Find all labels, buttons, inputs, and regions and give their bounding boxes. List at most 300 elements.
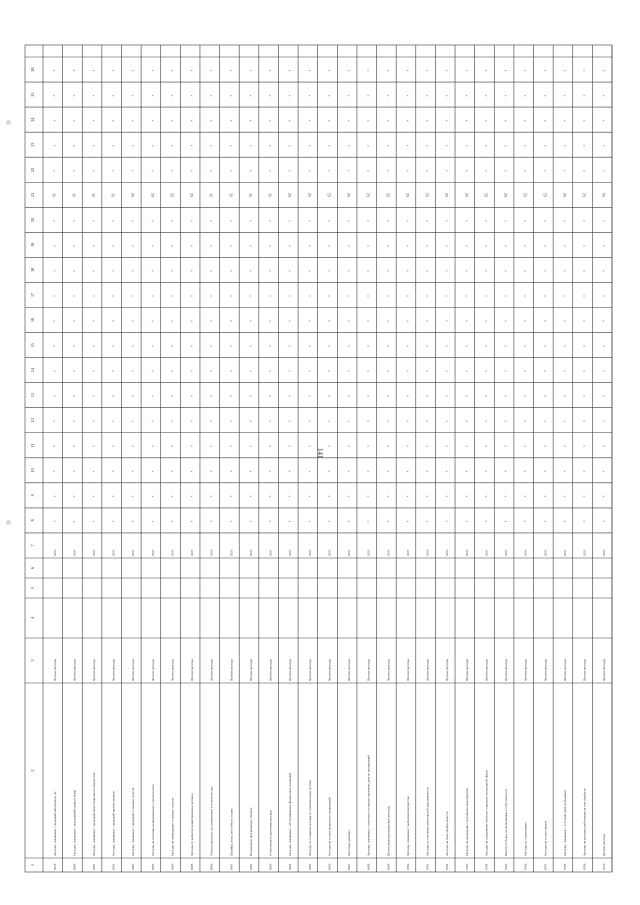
cell-mark: × (190, 445, 195, 448)
cell-mark: × (170, 169, 175, 172)
cell-mark: × (150, 445, 155, 448)
cell-mark: × (405, 144, 410, 147)
row-type: Прочие расходы (229, 658, 234, 681)
row-type: Прочие расходы (327, 658, 332, 681)
column-number: 22 (30, 167, 35, 172)
cell-mark: × (445, 495, 450, 498)
cell-mark: × (562, 470, 567, 473)
cell-mark: × (504, 94, 509, 97)
cell-mark: × (386, 495, 391, 498)
cell-mark: × (523, 495, 528, 498)
cell-mark: × (562, 495, 567, 498)
cell-mark: × (405, 395, 410, 398)
cell-mark: × (405, 520, 410, 523)
row-text: Убытки прошлых лет, выявленные в отчетном году (209, 786, 214, 856)
row-type: Прочие расходы (425, 658, 430, 681)
cell-mark: × (248, 319, 253, 323)
cell-mark: × (91, 345, 96, 348)
row-type: Прочие расходы (268, 658, 273, 681)
cell-mark: 62 (504, 193, 509, 197)
cell-mark: × (72, 119, 77, 122)
cell-mark: 62 (523, 193, 528, 197)
cell-mark: × (327, 244, 332, 247)
cell-mark: × (543, 69, 548, 72)
cell-mark: × (268, 69, 273, 72)
row-col7: ЛОУ (131, 549, 136, 556)
cell-mark: × (464, 520, 469, 523)
cell-mark: × (327, 445, 332, 448)
cell-mark: × (131, 495, 136, 498)
column-number: 7 (30, 544, 35, 547)
cell-mark: × (190, 219, 195, 222)
cell-mark: × (268, 294, 273, 297)
row-text: Расходы, связанные с обслуживанием финансовых вложений (288, 773, 293, 856)
cell-mark: 62 (307, 193, 312, 197)
cell-mark: × (405, 470, 410, 473)
cell-mark: × (190, 244, 195, 247)
row-type: Прочие расходы (582, 658, 587, 681)
cell-mark: 62 (484, 193, 489, 197)
cell-mark: × (523, 244, 528, 247)
cell-mark: × (288, 370, 293, 373)
cell-mark: × (464, 119, 469, 122)
cell-mark: × (52, 370, 57, 373)
cell-mark: × (72, 294, 77, 297)
cell-mark: × (366, 370, 371, 373)
cell-mark: × (582, 420, 587, 423)
cell-mark: × (248, 395, 253, 398)
cell-mark: × (131, 345, 136, 348)
cell-mark: × (268, 169, 273, 172)
cell-mark: × (307, 520, 312, 523)
cell-mark: × (562, 395, 567, 398)
column-number: 25 (30, 92, 35, 97)
row-col7: ЛОУ (111, 549, 116, 556)
cell-mark: × (425, 219, 430, 222)
row-col7: ЛОУ (72, 549, 77, 556)
cell-mark: × (562, 520, 567, 523)
cell-mark: × (347, 119, 352, 122)
row-type: Прочие расходы (52, 658, 57, 681)
cell-mark: × (543, 370, 548, 373)
cell-mark: × (562, 169, 567, 172)
cell-mark: × (523, 345, 528, 348)
cell-mark: × (366, 420, 371, 423)
cell-mark: × (464, 495, 469, 498)
column-number: 21 (30, 192, 35, 197)
cell-mark: × (543, 520, 548, 523)
cell-mark: × (562, 94, 567, 97)
cell-mark: × (347, 470, 352, 473)
cell-mark: × (72, 345, 77, 348)
row-code: 0695 (307, 863, 312, 870)
column-number: 10 (30, 468, 35, 473)
cell-mark: × (268, 94, 273, 97)
cell-mark: × (425, 395, 430, 398)
cell-mark: × (405, 169, 410, 172)
cell-mark: × (52, 219, 57, 222)
cell-mark: × (52, 470, 57, 473)
cell-mark: × (386, 219, 391, 222)
cell-mark: × (52, 345, 57, 348)
cell-mark: × (347, 495, 352, 498)
cell-mark: × (190, 319, 195, 323)
cell-mark: × (602, 94, 607, 97)
row-col7: ЛОУ (543, 549, 548, 556)
cell-mark: × (504, 420, 509, 423)
cell-mark: × (464, 94, 469, 97)
cell-mark: × (523, 520, 528, 523)
cell-mark: × (523, 119, 528, 122)
cell-mark: × (405, 269, 410, 272)
row-code: 0706 (523, 863, 528, 870)
cell-mark: × (366, 395, 371, 398)
cell-mark: × (248, 294, 253, 297)
cell-mark: × (327, 370, 332, 373)
row-type: Прочие расходы (170, 658, 175, 681)
cell-mark: × (523, 319, 528, 323)
cell-mark: × (131, 144, 136, 147)
cell-mark: × (386, 269, 391, 272)
row-text: Расходы на содержание объектов социально-культурной сферы (484, 770, 489, 856)
cell-mark: × (425, 169, 430, 172)
cell-mark: × (150, 219, 155, 222)
cell-mark: × (562, 144, 567, 147)
cell-mark: × (190, 169, 195, 172)
cell-mark: × (131, 470, 136, 473)
column-number: 11 (30, 443, 35, 448)
cell-mark: × (190, 294, 195, 297)
cell-mark: × (582, 219, 587, 222)
cell-mark: × (229, 319, 234, 323)
row-text: Расходы на списание незавершенного строительства (150, 784, 155, 856)
cell-mark: × (72, 169, 77, 172)
cell-mark: × (504, 445, 509, 448)
row-code: 0681 (91, 863, 96, 870)
cell-mark: × (307, 319, 312, 323)
cell-mark: × (327, 144, 332, 147)
cell-mark: × (52, 69, 57, 72)
cell-mark: × (229, 520, 234, 523)
cell-mark: × (307, 144, 312, 147)
column-number: 12 (30, 418, 35, 423)
cell-mark: × (445, 69, 450, 72)
row-text: Расходы на благотворительность (445, 811, 450, 856)
cell-mark: × (307, 420, 312, 423)
cell-mark: × (562, 345, 567, 348)
row-code: 0700 (405, 863, 410, 870)
cell-mark: × (268, 119, 273, 122)
row-col7: ЛОУ (504, 549, 509, 556)
cell-mark: × (582, 69, 587, 72)
row-code: 0693 (268, 863, 273, 870)
cell-mark: × (602, 244, 607, 247)
cell-mark: × (91, 470, 96, 473)
row-col7: ЛОУ (347, 549, 352, 556)
cell-mark: × (150, 269, 155, 272)
row-type: Прочие расходы (209, 658, 214, 681)
cell-mark: × (425, 445, 430, 448)
cell-mark: × (307, 169, 312, 172)
cell-mark: × (111, 395, 116, 398)
row-text: Расходы на услуги банков (543, 820, 548, 856)
column-number: 13 (30, 393, 35, 398)
column-number: 24 (30, 117, 35, 122)
cell-mark: × (366, 470, 371, 473)
cell-mark: × (288, 445, 293, 448)
cell-mark: × (229, 219, 234, 222)
cell-mark: × (347, 144, 352, 147)
cell-mark: × (347, 269, 352, 272)
cell-mark: × (72, 69, 77, 72)
cell-mark: × (484, 445, 489, 448)
cell-mark: × (445, 94, 450, 97)
cell-mark: × (170, 420, 175, 423)
cell-mark: × (229, 445, 234, 448)
row-code: 0685 (150, 863, 155, 870)
cell-mark: × (131, 520, 136, 523)
cell-mark: × (248, 345, 253, 348)
cell-mark: × (484, 244, 489, 247)
cell-mark: × (523, 420, 528, 423)
row-type: Прочие расходы (543, 658, 548, 681)
cell-mark: 62 (562, 193, 567, 197)
cell-mark: × (425, 69, 430, 72)
cell-mark: × (268, 370, 273, 373)
row-col7: ЛОУ (229, 549, 234, 556)
row-type: Прочие расходы (288, 658, 293, 681)
cell-mark: × (52, 420, 57, 423)
cell-mark: × (190, 370, 195, 373)
cell-mark: × (405, 119, 410, 122)
cell-mark: × (543, 319, 548, 323)
row-col7: ЛОУ (366, 549, 371, 556)
cell-mark: 01 (111, 193, 116, 197)
cell-mark: × (582, 269, 587, 272)
cell-mark: × (307, 395, 312, 398)
cell-mark: × (248, 219, 253, 222)
cell-mark: × (288, 94, 293, 97)
cell-mark: × (72, 445, 77, 448)
cell-mark: × (464, 294, 469, 297)
cell-mark: 62 (131, 193, 136, 197)
cell-mark: × (209, 269, 214, 272)
cell-mark: × (150, 169, 155, 172)
cell-mark: 62 (190, 193, 195, 197)
cell-mark: 62 (386, 193, 391, 197)
cell-mark: × (150, 470, 155, 473)
cell-mark: × (307, 495, 312, 498)
cell-mark: × (602, 169, 607, 172)
cell-mark: × (52, 119, 57, 122)
cell-mark: × (91, 144, 96, 147)
cell-mark: × (111, 69, 116, 72)
cell-mark: × (131, 169, 136, 172)
cell-mark: × (190, 420, 195, 423)
cell-mark: × (307, 69, 312, 72)
cell-mark: × (150, 69, 155, 72)
cell-mark: × (327, 495, 332, 498)
row-code: 0692 (248, 863, 253, 870)
cell-mark: × (386, 445, 391, 448)
cell-mark: × (543, 345, 548, 348)
cell-mark: × (562, 69, 567, 72)
cell-mark: × (72, 370, 77, 373)
cell-mark: × (288, 269, 293, 272)
cell-mark: × (366, 244, 371, 247)
cell-mark: × (347, 445, 352, 448)
cell-mark: × (464, 395, 469, 398)
cell-mark: × (582, 169, 587, 172)
cell-mark: 62 (543, 193, 548, 197)
cell-mark: × (425, 319, 430, 323)
cell-mark: × (523, 144, 528, 147)
cell-mark: 01 (52, 193, 57, 197)
cell-mark: × (464, 144, 469, 147)
cell-mark: × (543, 169, 548, 172)
cell-mark: × (268, 144, 273, 147)
cell-mark: × (91, 219, 96, 222)
cell-mark: × (131, 69, 136, 72)
cell-mark: × (131, 269, 136, 272)
cell-mark: × (602, 470, 607, 473)
row-text: Расходы, связанные с выбытием имущества (405, 796, 410, 856)
cell-mark: × (209, 420, 214, 423)
cell-mark: × (229, 370, 234, 373)
cell-mark: × (248, 169, 253, 172)
cell-mark: × (445, 395, 450, 398)
row-text: Расходы на проведение спортивных мероприятий (464, 788, 469, 856)
cell-mark: × (327, 345, 332, 348)
cell-mark: × (72, 219, 77, 222)
cell-mark: × (111, 94, 116, 97)
cell-mark: × (229, 144, 234, 147)
cell-mark: × (91, 119, 96, 122)
cell-mark: × (366, 294, 371, 297)
cell-mark: × (111, 244, 116, 247)
cell-mark: × (405, 94, 410, 97)
cell-mark: × (504, 319, 509, 323)
cell-mark: × (347, 94, 352, 97)
cell-mark: × (229, 94, 234, 97)
cell-mark: 62 (327, 193, 332, 197)
cell-mark: × (602, 520, 607, 523)
cell-mark: × (405, 370, 410, 373)
cell-mark: × (72, 395, 77, 398)
cell-mark: × (582, 244, 587, 247)
row-code: 0683 (131, 863, 136, 870)
cell-mark: × (464, 370, 469, 373)
cell-mark: × (268, 319, 273, 323)
cell-mark: × (91, 269, 96, 272)
cell-mark: × (150, 420, 155, 423)
cell-mark: × (445, 269, 450, 272)
cell-mark: × (307, 119, 312, 122)
row-text: Штрафы, пени, неустойки к уплате (229, 808, 234, 856)
cell-mark: × (602, 495, 607, 498)
cell-mark: × (190, 119, 195, 122)
cell-mark: × (111, 144, 116, 147)
cell-mark: × (91, 420, 96, 423)
row-code: 0678 (52, 863, 57, 870)
row-col7: ЛОУ (150, 549, 155, 556)
cell-mark: × (347, 319, 352, 323)
cell-mark: × (131, 370, 136, 373)
cell-mark: × (386, 244, 391, 247)
row-code: 0701 (425, 863, 430, 870)
cell-mark: × (209, 69, 214, 72)
cell-mark: × (386, 169, 391, 172)
cell-mark: × (111, 219, 116, 222)
cell-mark: × (131, 94, 136, 97)
cell-mark: × (523, 294, 528, 297)
cell-mark: × (405, 219, 410, 222)
cell-mark: × (170, 520, 175, 523)
row-text: Отчисления в оценочные резервы (268, 810, 273, 856)
cell-mark: × (602, 420, 607, 423)
cell-mark: × (347, 69, 352, 72)
cell-mark: × (111, 520, 116, 523)
cell-mark: × (268, 345, 273, 348)
cell-mark: × (582, 319, 587, 323)
cell-mark: × (602, 370, 607, 373)
cell-mark: × (327, 294, 332, 297)
cell-mark: × (288, 319, 293, 323)
cell-mark: × (366, 520, 371, 523)
cell-mark: × (386, 69, 391, 72)
cell-mark: × (131, 445, 136, 448)
cell-mark: × (602, 319, 607, 323)
cell-mark: × (170, 144, 175, 147)
cell-mark: × (484, 370, 489, 373)
cell-mark: × (248, 420, 253, 423)
cell-mark: × (484, 319, 489, 323)
cell-mark: × (504, 520, 509, 523)
row-type: Прочие расходы (445, 658, 450, 681)
cell-mark: × (445, 370, 450, 373)
cell-mark: × (504, 144, 509, 147)
row-code: 0705 (504, 863, 509, 870)
cell-mark: × (307, 94, 312, 97)
cell-mark: × (248, 470, 253, 473)
cell-mark: × (543, 495, 548, 498)
cell-mark: × (91, 495, 96, 498)
cell-mark: × (52, 144, 57, 147)
cell-mark: × (327, 269, 332, 272)
cell-mark: × (523, 269, 528, 272)
cell-mark: × (562, 445, 567, 448)
cell-mark: × (582, 520, 587, 523)
row-col7: ЛОУ (190, 549, 195, 556)
cell-mark: × (170, 94, 175, 97)
cell-mark: × (445, 244, 450, 247)
cell-mark: × (602, 395, 607, 398)
column-number: 4 (30, 617, 35, 619)
cell-mark: × (425, 144, 430, 147)
cell-mark: × (543, 395, 548, 398)
cell-mark: × (445, 294, 450, 297)
row-type: Прочие расходы (91, 658, 96, 681)
cell-mark: × (386, 294, 391, 297)
cell-mark: × (170, 294, 175, 297)
row-code: 0702 (445, 863, 450, 870)
row-text: Расходы, связанные с участием в уставных капиталах других организаций (366, 755, 371, 856)
cell-mark: × (464, 244, 469, 247)
cell-mark: × (52, 294, 57, 297)
row-code: 0686 (170, 863, 175, 870)
cell-mark: × (91, 244, 96, 247)
column-number: 5 (30, 587, 35, 589)
